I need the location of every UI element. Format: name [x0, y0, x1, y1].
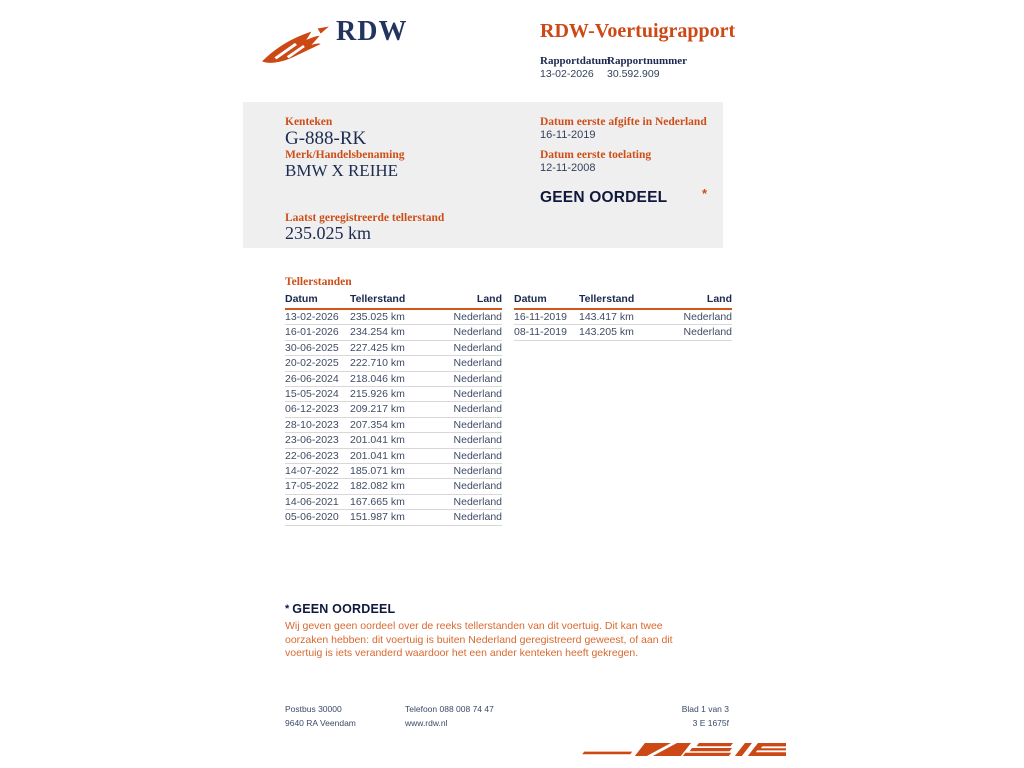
tellerstand-cell: 207.354 km [350, 417, 440, 432]
land-header: Land [440, 293, 502, 309]
footer-pagination [682, 702, 729, 730]
footer-city: 9640 RA Veendam [285, 718, 356, 728]
table-row [285, 494, 502, 509]
tellerstand-cell: 235.025 km [350, 309, 440, 325]
tellerstand-header: Tellerstand [579, 293, 669, 309]
table-row [285, 510, 502, 525]
tellerstand-cell: 215.926 km [350, 387, 440, 402]
datum-cell: 13-02-2026 [285, 309, 350, 325]
merk-label: Merk/Handelsbenaming [285, 149, 405, 161]
page-title: RDW-Voertuigrapport [540, 20, 736, 42]
laatste-tellerstand-label: Laatst geregistreerde tellerstand [285, 212, 445, 224]
rdw-stripes-graphic [551, 740, 786, 767]
datum-cell: 14-06-2021 [285, 494, 350, 509]
land-cell: Nederland [440, 433, 502, 448]
tellerstand-cell: 143.205 km [579, 325, 669, 340]
table-row [285, 371, 502, 386]
tellerstand-cell: 218.046 km [350, 371, 440, 386]
land-cell: Nederland [440, 356, 502, 371]
merk-value: BMW X REIHE [285, 161, 399, 180]
table-row [285, 325, 502, 340]
report-date-value: 13-02-2026 [540, 68, 594, 80]
tellerstand-cell: 209.217 km [350, 402, 440, 417]
footnote-title: GEEN OORDEEL [292, 602, 396, 616]
table-row [285, 402, 502, 417]
datum-cell: 30-06-2025 [285, 340, 350, 355]
datum-cell: 23-06-2023 [285, 433, 350, 448]
datum-header: Datum [285, 293, 350, 309]
tellerstand-cell: 222.710 km [350, 356, 440, 371]
table-row [514, 309, 732, 325]
land-cell: Nederland [440, 448, 502, 463]
kenteken-value: G-888-RK [285, 128, 367, 149]
oordeel-asterisk: * [702, 186, 708, 201]
laatste-tellerstand-value: 235.025 km [285, 223, 372, 243]
datum-cell: 20-02-2025 [285, 356, 350, 371]
datum-cell: 08-11-2019 [514, 325, 579, 340]
table-row [514, 325, 732, 340]
footer-website: www.rdw.nl [405, 718, 448, 728]
land-cell: Nederland [440, 387, 502, 402]
tellerstand-cell: 227.425 km [350, 340, 440, 355]
footnote-text: Wij geven geen oordeel over de reeks tellerstanden van dit voertuig. Dit kan twee oorzaken hebben: dit voertuig is buiten Nederland geregistreerd geweest, of aan dit voertuig is iets veranderd waardoor het een ander kenteken heeft gekregen. [285, 620, 673, 659]
report-number-label: Rapportnummer [607, 55, 688, 67]
table-row [285, 479, 502, 494]
table-row [285, 356, 502, 371]
tellerstanden-table-left [285, 293, 502, 526]
land-cell: Nederland [669, 309, 732, 325]
datum-cell: 26-06-2024 [285, 371, 350, 386]
tellerstanden-tables [285, 293, 732, 526]
datum-cell: 06-12-2023 [285, 402, 350, 417]
footnote-asterisk: * [285, 603, 290, 615]
tellerstand-cell: 167.665 km [350, 494, 440, 509]
datum-cell: 17-05-2022 [285, 479, 350, 494]
table-row [285, 340, 502, 355]
report-date-label: Rapportdatum [540, 55, 611, 67]
footer-postbus: Postbus 30000 [285, 704, 342, 714]
table-row [285, 417, 502, 432]
land-cell: Nederland [440, 464, 502, 479]
footer-address [285, 702, 356, 730]
table-header-row [285, 293, 502, 309]
vehicle-summary-box [243, 102, 723, 248]
tellerstand-header: Tellerstand [350, 293, 440, 309]
tellerstand-cell: 201.041 km [350, 433, 440, 448]
footnote-heading [285, 602, 707, 616]
eerste-toelating-label: Datum eerste toelating [540, 149, 652, 161]
eerste-afgifte-value: 16-11-2019 [540, 129, 596, 141]
land-cell: Nederland [440, 479, 502, 494]
table-row [285, 433, 502, 448]
tellerstand-cell: 182.082 km [350, 479, 440, 494]
tellerstand-cell: 151.987 km [350, 510, 440, 525]
tellerstand-cell: 234.254 km [350, 325, 440, 340]
land-cell: Nederland [440, 417, 502, 432]
table-row [285, 448, 502, 463]
table-row [285, 309, 502, 325]
table-row [285, 464, 502, 479]
land-cell: Nederland [440, 371, 502, 386]
datum-cell: 15-05-2024 [285, 387, 350, 402]
rdw-logo-icon [260, 24, 332, 68]
land-header: Land [669, 293, 732, 309]
land-cell: Nederland [440, 325, 502, 340]
land-cell: Nederland [440, 510, 502, 525]
datum-cell: 16-01-2026 [285, 325, 350, 340]
eerste-afgifte-label: Datum eerste afgifte in Nederland [540, 116, 707, 128]
datum-cell: 05-06-2020 [285, 510, 350, 525]
tellerstanden-title: Tellerstanden [285, 276, 352, 288]
land-cell: Nederland [440, 340, 502, 355]
datum-cell: 22-06-2023 [285, 448, 350, 463]
oordeel-status: GEEN OORDEEL [540, 189, 668, 206]
footer-page-number: Blad 1 van 3 [681, 704, 729, 714]
datum-cell: 28-10-2023 [285, 417, 350, 432]
tellerstand-cell: 201.041 km [350, 448, 440, 463]
eerste-toelating-value: 12-11-2008 [540, 162, 596, 174]
footer-contact [405, 702, 494, 730]
datum-cell: 16-11-2019 [514, 309, 579, 325]
datum-cell: 14-07-2022 [285, 464, 350, 479]
rdw-logo-text: RDW [336, 16, 408, 47]
footer-form-code: 3 E 1675f [692, 718, 729, 728]
kenteken-label: Kenteken [285, 116, 333, 128]
land-cell: Nederland [669, 325, 732, 340]
tellerstand-cell: 185.071 km [350, 464, 440, 479]
tellerstanden-table-right [514, 293, 732, 341]
datum-header: Datum [514, 293, 579, 309]
footer-phone: Telefoon 088 008 74 47 [405, 704, 494, 714]
table-row [285, 387, 502, 402]
land-cell: Nederland [440, 494, 502, 509]
report-number-value: 30.592.909 [607, 68, 660, 80]
table-header-row [514, 293, 732, 309]
land-cell: Nederland [440, 309, 502, 325]
land-cell: Nederland [440, 402, 502, 417]
tellerstanden-section [285, 276, 732, 526]
geen-oordeel-footnote [285, 602, 707, 661]
tellerstand-cell: 143.417 km [579, 309, 669, 325]
